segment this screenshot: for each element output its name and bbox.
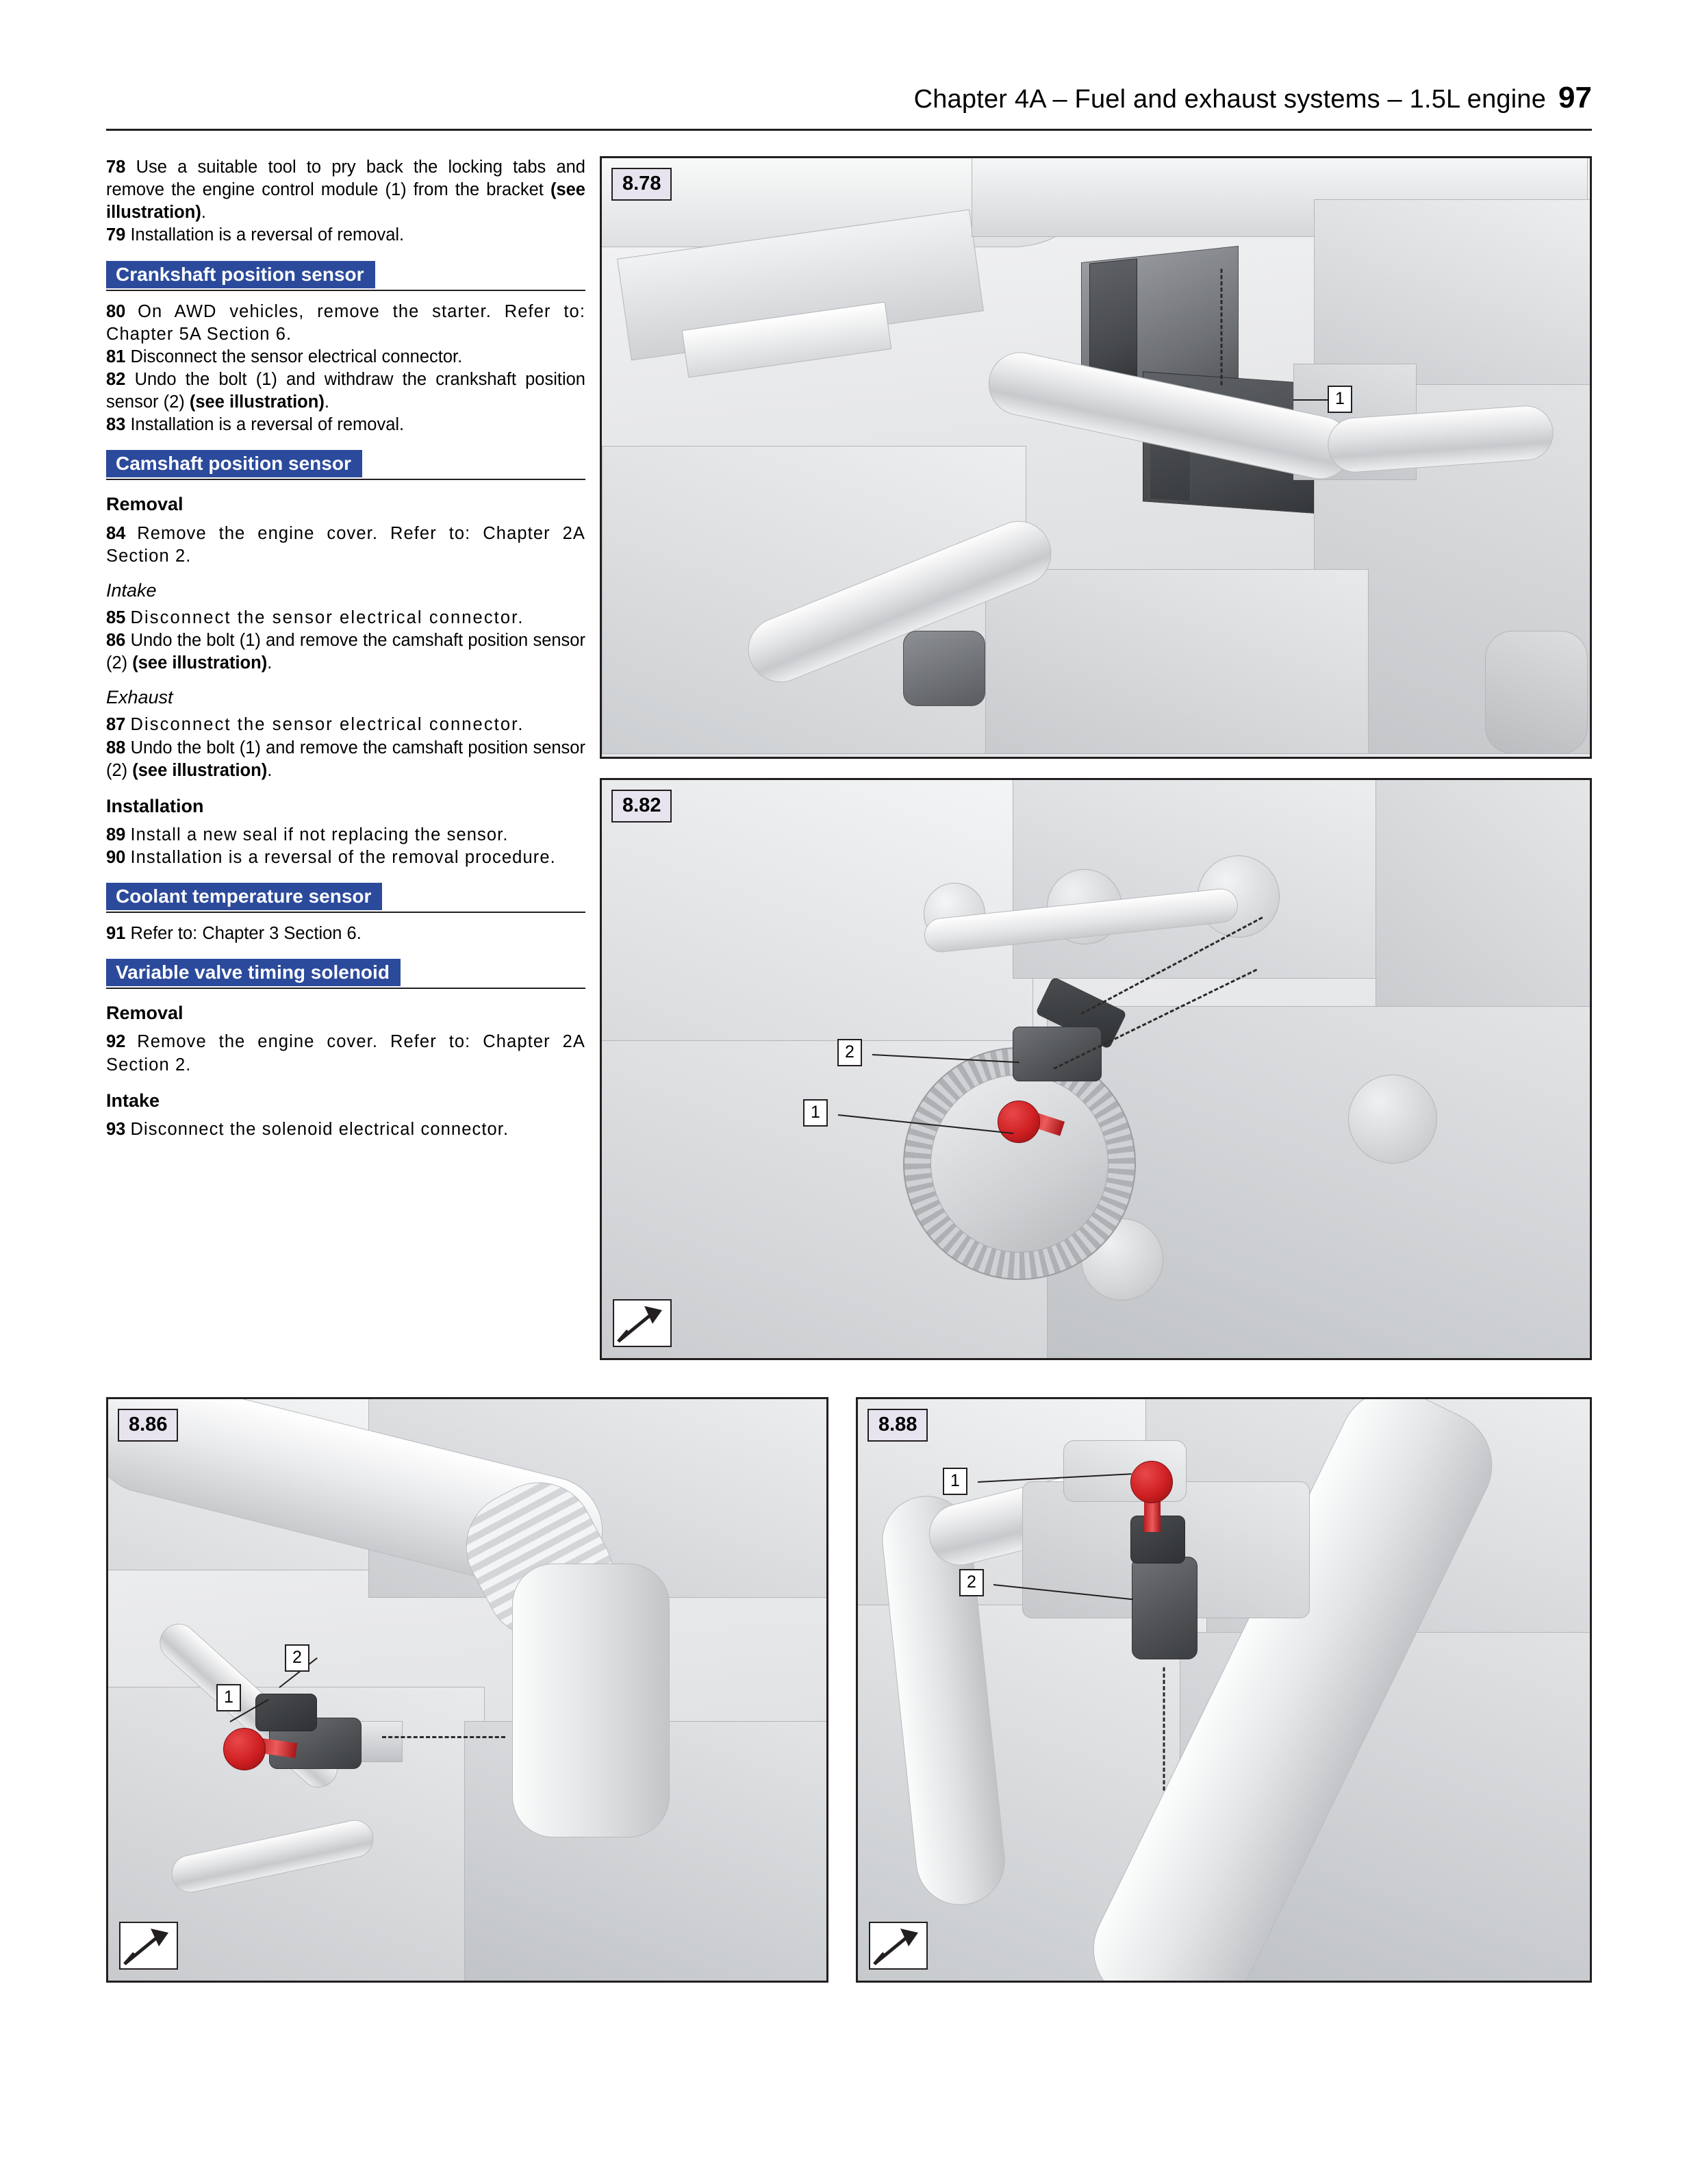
paragraph-number: 90 [106, 848, 126, 868]
subheading-intake: Intake [106, 579, 157, 601]
shape-duct-vertical [512, 1564, 670, 1837]
paragraph-88 [106, 737, 585, 782]
figure-callout-2: 2 [285, 1644, 309, 1672]
shape-bolt-head-d [1348, 1075, 1437, 1164]
paragraph-number: 80 [106, 301, 126, 321]
subheading-installation: Installation [106, 795, 204, 816]
paragraph-84 [106, 523, 585, 568]
paragraph-tail: . [267, 760, 273, 780]
paragraph-tail: . [201, 203, 206, 223]
paragraph-text: Disconnect the sensor electrical connector. [130, 607, 524, 627]
paragraph-86 [106, 629, 585, 675]
section-heading-rule [106, 479, 585, 480]
shape-sensor-flange [355, 1721, 403, 1762]
section-heading-rule [106, 988, 585, 989]
subheading-removal-2: Removal [106, 1003, 183, 1024]
section-heading-coolant-temperature-sensor [106, 883, 585, 913]
direction-arrow-icon [870, 1923, 926, 1968]
paragraph-text: Disconnect the solenoid electrical connector. [130, 1119, 509, 1139]
figure-callout-2: 2 [959, 1569, 984, 1596]
paragraph-text: Undo the bolt (1) and remove the camshaft position sensor (2) [106, 631, 585, 673]
paragraph-text: Install a new seal if not replacing the sensor. [130, 825, 509, 844]
paragraph-number: 88 [106, 738, 126, 757]
paragraph-number: 81 [106, 347, 126, 366]
paragraph-number: 84 [106, 523, 126, 543]
paragraph-83 [106, 414, 585, 436]
figure-callout-1: 1 [943, 1468, 967, 1495]
section-heading-crankshaft-position-sensor [106, 261, 585, 291]
paragraph-text: Remove the engine cover. Refer to: Chapter 2A Section 2. [106, 523, 585, 566]
paragraph-text: Undo the bolt (1) and withdraw the crankshaft position sensor (2) [106, 369, 585, 412]
paragraph-number: 85 [106, 607, 126, 627]
shape-bolt-red [998, 1101, 1040, 1143]
direction-arrow-box [869, 1922, 928, 1970]
paragraph-number: 78 [106, 158, 126, 177]
figure-callout-2: 2 [837, 1039, 862, 1066]
paragraph-85 [106, 607, 585, 629]
paragraph-text: Remove the engine cover. Refer to: Chapter 2A Section 2. [106, 1032, 585, 1075]
direction-arrow-box [613, 1299, 672, 1347]
figure-8-82 [600, 778, 1592, 1360]
shape-ecm-ribs [1089, 258, 1137, 383]
figure-label-8-88: 8.88 [867, 1409, 928, 1442]
shape-bracket-dark [903, 631, 985, 706]
dashed-leader-a [1163, 1668, 1165, 1791]
paragraph-78 [106, 156, 585, 224]
section-heading-label: Coolant temperature sensor [106, 883, 382, 910]
subheading-intake-2: Intake [106, 1090, 160, 1111]
page-number: 97 [1558, 81, 1592, 114]
header-divider [106, 129, 1592, 131]
direction-arrow-box [119, 1922, 178, 1970]
paragraph-82 [106, 368, 585, 414]
paragraph-number: 91 [106, 924, 126, 944]
figure-8-86 [106, 1397, 828, 1983]
paragraph-number: 79 [106, 225, 126, 245]
figure-callout-1: 1 [803, 1099, 828, 1127]
figure-label-8-78: 8.78 [611, 168, 672, 201]
paragraph-81 [106, 346, 585, 368]
paragraph-number: 83 [106, 415, 126, 435]
paragraph-number: 93 [106, 1119, 126, 1139]
paragraph-number: 86 [106, 631, 126, 651]
page-header [106, 81, 1592, 115]
paragraph-number: 89 [106, 825, 126, 844]
paragraph-text: Refer to: Chapter 3 Section 6. [130, 924, 362, 944]
paragraph-text: On AWD vehicles, remove the starter. Refer to: Chapter 5A Section 6. [106, 301, 586, 344]
paragraph-bold-tail: (see illustration) [106, 180, 585, 223]
figure-label-8-86: 8.86 [118, 1409, 178, 1442]
shape-hose-clamp [1485, 631, 1588, 754]
direction-arrow-icon [121, 1923, 177, 1968]
shape-bolt-red [223, 1728, 266, 1770]
paragraph-number: 82 [106, 369, 126, 389]
section-heading-label: Variable valve timing solenoid [106, 959, 401, 986]
shape-bolt-red [1130, 1461, 1173, 1503]
section-heading-label: Camshaft position sensor [106, 450, 362, 477]
paragraph-text: Installation is a reversal of removal. [130, 225, 405, 245]
shape-sensor-connector [255, 1694, 317, 1731]
paragraph-tail: . [267, 653, 273, 673]
figure-label-8-82: 8.82 [611, 790, 672, 823]
page-title: Chapter 4A – Fuel and exhaust systems – 1.5L engine [913, 85, 1547, 114]
paragraph-number: 92 [106, 1032, 126, 1052]
paragraph-tail: . [324, 392, 329, 412]
figure-callout-1: 1 [1328, 386, 1352, 413]
paragraph-91 [106, 922, 585, 945]
shape-camshaft-sensor [1132, 1557, 1198, 1659]
text-column [106, 156, 585, 1141]
paragraph-text: Installation is a reversal of the removal procedure. [130, 848, 556, 868]
section-heading-variable-valve-timing-solenoid [106, 959, 585, 989]
paragraph-80 [106, 301, 585, 346]
paragraph-79 [106, 224, 585, 247]
paragraph-text: Disconnect the sensor electrical connector. [130, 715, 524, 735]
section-heading-camshaft-position-sensor [106, 450, 585, 480]
section-heading-rule [106, 290, 585, 291]
shape-crank-sensor [1013, 1027, 1102, 1081]
figure-8-88 [856, 1397, 1592, 1983]
figure-8-78 [600, 156, 1592, 759]
paragraph-number: 87 [106, 715, 126, 735]
subheading-removal: Removal [106, 494, 183, 515]
paragraph-87 [106, 714, 585, 736]
section-heading-label: Crankshaft position sensor [106, 261, 375, 288]
paragraph-text: Installation is a reversal of removal. [130, 415, 405, 435]
paragraph-bold-tail: (see illustration) [189, 392, 325, 412]
dashed-leader [1221, 269, 1223, 386]
shape-panel-bottom-mid [985, 569, 1369, 754]
direction-arrow-icon [614, 1301, 670, 1346]
paragraph-text: Use a suitable tool to pry back the locking tabs and remove the engine control module (1) from the bracket [106, 158, 585, 200]
paragraph-90 [106, 846, 585, 869]
section-heading-rule [106, 912, 585, 913]
subheading-exhaust: Exhaust [106, 687, 173, 708]
figure-callout-1: 1 [216, 1684, 241, 1711]
paragraph-bold-tail: (see illustration) [132, 760, 268, 780]
paragraph-93 [106, 1118, 585, 1141]
paragraph-92 [106, 1031, 585, 1076]
paragraph-89 [106, 824, 585, 846]
dashed-leader-a [382, 1736, 505, 1738]
paragraph-bold-tail: (see illustration) [132, 653, 268, 673]
paragraph-text: Undo the bolt (1) and remove the camshaft position sensor (2) [106, 738, 585, 780]
paragraph-text: Disconnect the sensor electrical connector. [130, 347, 463, 366]
